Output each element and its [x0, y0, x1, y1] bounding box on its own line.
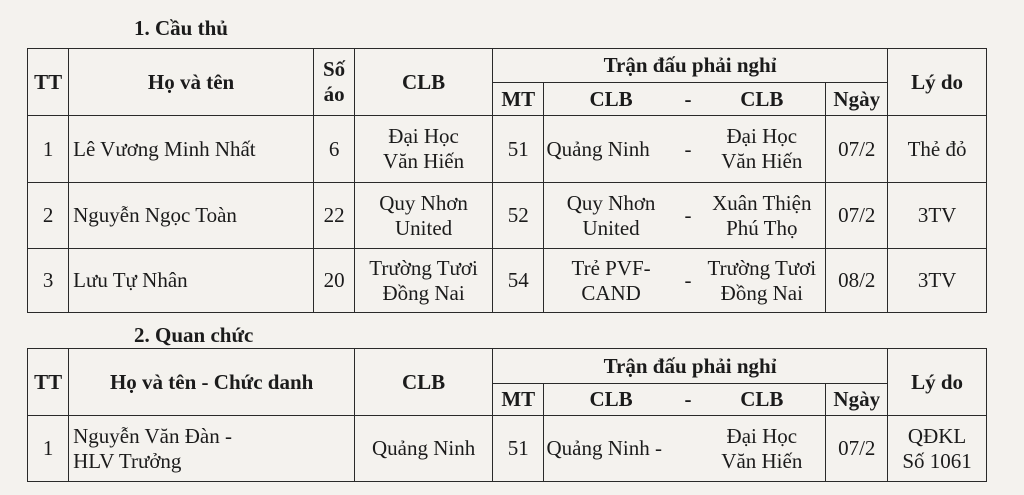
header-dash: -	[678, 384, 699, 416]
row-away-line2: Đồng Nai	[720, 280, 803, 305]
header-dash: -	[678, 83, 699, 116]
row-reason-line1: QĐKL	[907, 423, 967, 448]
header-name-title: Họ và tên - Chức danh	[69, 349, 355, 416]
row-shirt: 20	[314, 249, 355, 313]
row-mt: 51	[493, 416, 544, 482]
table-row	[28, 116, 987, 183]
row-away-line2: Văn Hiến	[721, 149, 803, 173]
players-table	[27, 48, 987, 313]
row-away-line1: Đại Học	[726, 423, 798, 448]
table-row	[28, 416, 987, 482]
row-tt: 3	[28, 249, 69, 313]
header-reason: Lý do	[888, 349, 987, 416]
row-home-clb: Quảng Ninh -	[544, 416, 698, 482]
row-reason-line2: Số 1061	[902, 448, 972, 473]
row-reason	[888, 416, 987, 482]
header-away-clb: CLB	[698, 83, 826, 116]
header-tt: TT	[28, 349, 69, 416]
row-away-line1: Xuân Thiện	[712, 190, 812, 215]
row-tt: 1	[28, 416, 69, 482]
row-clb	[355, 116, 493, 183]
header-tt: TT	[28, 49, 69, 116]
table-row	[28, 183, 987, 249]
header-date: Ngày	[826, 83, 888, 116]
header-shirt-line2: áo	[323, 82, 345, 106]
row-name: Lưu Tự Nhân	[69, 249, 314, 313]
row-home-clb	[544, 249, 678, 313]
section-title-players: 1. Cầu thủ	[134, 16, 228, 40]
row-home-line2: United	[582, 215, 640, 240]
row-away-clb	[698, 249, 826, 313]
header-missed-match: Trận đấu phải nghỉ	[493, 49, 888, 83]
row-shirt: 6	[314, 116, 355, 183]
row-name-line1: Nguyễn Văn Đàn -	[73, 423, 232, 448]
header-away-clb: CLB	[698, 384, 826, 416]
row-date: 07/2	[826, 183, 888, 249]
row-away-clb	[698, 183, 826, 249]
header-home-clb: CLB	[544, 83, 678, 116]
section-title-officials: 2. Quan chức	[134, 323, 254, 347]
header-shirt-line1: Số	[322, 57, 346, 81]
row-home-line2: CAND	[581, 280, 641, 305]
header-clb: CLB	[355, 49, 493, 116]
row-clb-line1: Quy Nhơn	[379, 190, 468, 215]
header-clb: CLB	[355, 349, 493, 416]
officials-table	[27, 348, 987, 482]
row-reason: 3TV	[888, 183, 987, 249]
header-reason: Lý do	[888, 49, 987, 116]
row-clb-line2: United	[395, 215, 453, 240]
header-date: Ngày	[826, 384, 888, 416]
row-away-line1: Đại Học	[726, 124, 798, 148]
row-clb-line2: Đồng Nai	[382, 280, 465, 305]
row-away-clb	[698, 116, 826, 183]
header-home-clb: CLB	[544, 384, 678, 416]
row-clb-line1: Đại Học	[388, 124, 459, 148]
header-mt: MT	[493, 384, 544, 416]
row-away-line1: Trường Tươi	[707, 255, 817, 280]
row-dash: -	[678, 249, 699, 313]
row-clb-line1: Trường Tươi	[369, 255, 478, 280]
row-shirt: 22	[314, 183, 355, 249]
row-clb	[355, 183, 493, 249]
row-name-title	[69, 416, 355, 482]
row-date: 07/2	[826, 416, 888, 482]
row-clb-line2: Văn Hiến	[383, 149, 465, 173]
row-away-clb	[698, 416, 826, 482]
row-date: 08/2	[826, 249, 888, 313]
row-name: Nguyễn Ngọc Toàn	[69, 183, 314, 249]
row-tt: 2	[28, 183, 69, 249]
row-away-line2: Phú Thọ	[726, 215, 798, 240]
row-mt: 51	[493, 116, 544, 183]
row-mt: 54	[493, 249, 544, 313]
row-mt: 52	[493, 183, 544, 249]
row-home-line1: Trẻ PVF-	[571, 255, 651, 280]
header-shirt	[314, 49, 355, 116]
row-home-line1: Quảng Ninh	[546, 136, 650, 161]
row-dash: -	[678, 116, 699, 183]
row-home-line1: Quy Nhơn	[566, 190, 656, 215]
row-dash: -	[678, 183, 699, 249]
row-name-line2: HLV Trưởng	[73, 448, 182, 473]
row-name: Lê Vương Minh Nhất	[69, 116, 314, 183]
row-tt: 1	[28, 116, 69, 183]
row-reason: Thẻ đỏ	[888, 116, 987, 183]
header-missed-match: Trận đấu phải nghỉ	[493, 349, 888, 384]
row-reason: 3TV	[888, 249, 987, 313]
row-home-clb	[544, 183, 678, 249]
row-away-line2: Văn Hiến	[721, 448, 803, 473]
header-name: Họ và tên	[69, 49, 314, 116]
row-date: 07/2	[826, 116, 888, 183]
row-clb	[355, 249, 493, 313]
header-mt: MT	[493, 83, 544, 116]
table-row	[28, 249, 987, 313]
row-clb: Quảng Ninh	[355, 416, 493, 482]
row-home-clb	[544, 116, 678, 183]
